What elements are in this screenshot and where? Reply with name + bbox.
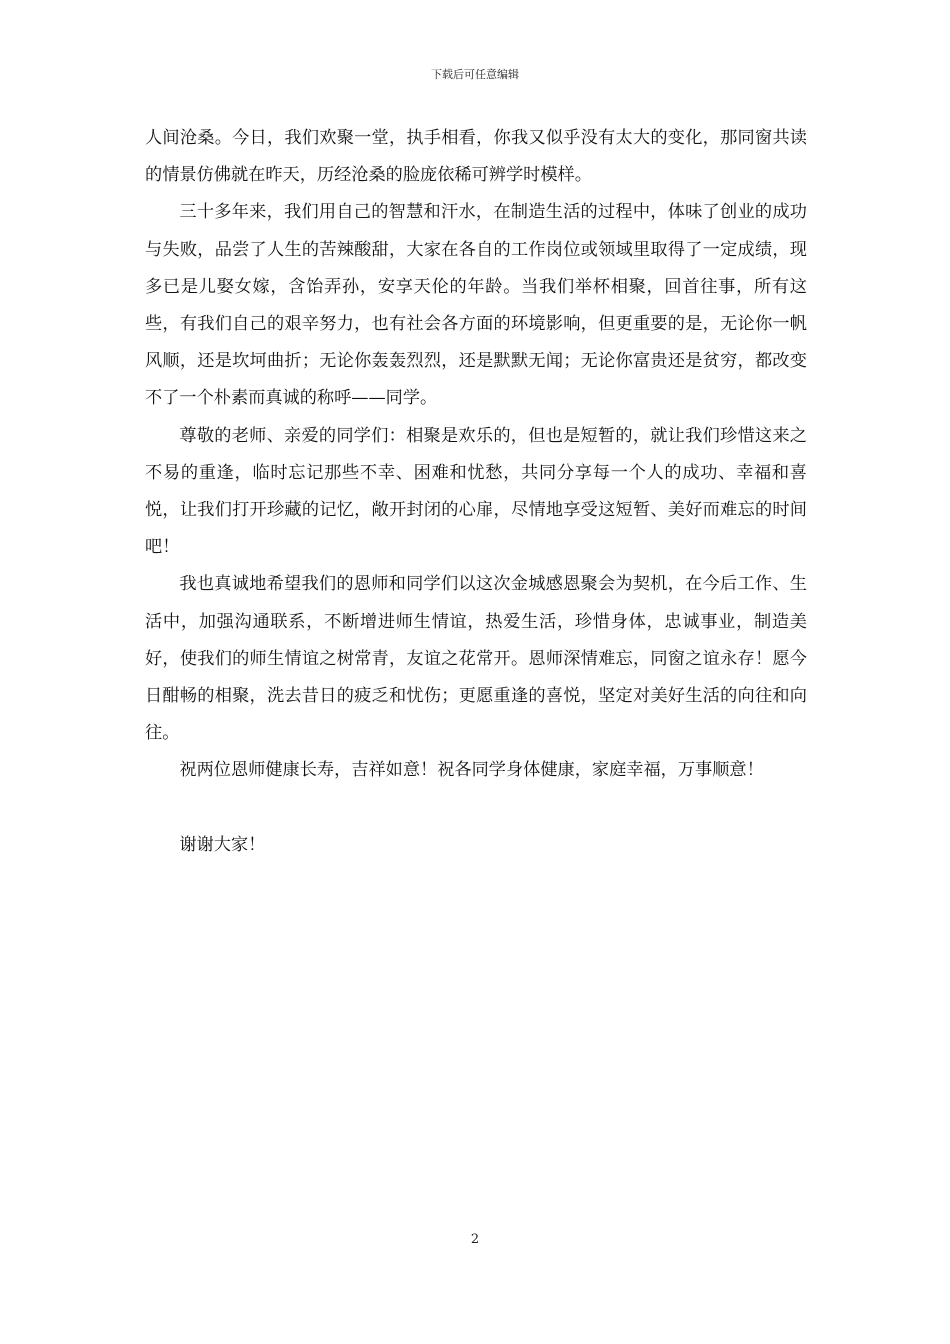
- paragraph-2: 三十多年来，我们用自己的智慧和汗水，在制造生活的过程中，体味了创业的成功与失败，品尝了人生的苦辣酸甜，大家在各自的工作岗位或领域里取得了一定成绩，现多已是儿娶女嫁，含饴弄孙，安享天伦的年龄。当我们举杯相聚，回首往事，所有这些，有我们自己的艰辛努力，也有社会各方面的环境影响，但更重要的是，无论你一帆风顺，还是坎坷曲折；无论你轰轰烈烈，还是默默无闻；无论你富贵还是贫穷，都改变不了一个朴素而真诚的称呼——同学。: [145, 202, 807, 409]
- blank-line: [145, 790, 807, 827]
- closing-line: 谢谢大家！: [179, 834, 266, 855]
- document-body: [145, 120, 807, 864]
- paragraph-3: 尊敬的老师、亲爱的同学们：相聚是欢乐的，但也是短暂的，就让我们珍惜这来之不易的重逢，临时忘记那些不幸、困难和忧愁，共同分享每一个人的成功、幸福和喜悦，让我们打开珍藏的记忆，敞开封闭的心扉，尽情地享受这短暂、美好而难忘的时间吧！: [145, 425, 807, 558]
- paragraph-1: 人间沧桑。今日，我们欢聚一堂，执手相看，你我又似乎没有太大的变化，那同窗共读的情景仿佛就在昨天，历经沧桑的脸庞依稀可辨学时模样。: [145, 128, 807, 186]
- page-number: 2: [470, 1232, 480, 1247]
- paragraph-5: 祝两位恩师健康长寿，吉祥如意！祝各同学身体健康，家庭幸福，万事顺意！: [179, 760, 764, 781]
- paragraph-4: 我也真诚地希望我们的恩师和同学们以这次金城感恩聚会为契机，在今后工作、生活中，加强沟通联系，不断增进师生情谊，热爱生活，珍惜身体，忠诚事业，制造美好，使我们的师生情谊之树常青，友谊之花常开。恩师深情难忘，同窗之谊永存！愿今日酣畅的相聚，洗去昔日的疲乏和忧伤；更愿重逢的喜悦，坚定对美好生活的向往和向往。: [145, 574, 807, 744]
- page-header: 下载后可任意编辑: [431, 68, 519, 81]
